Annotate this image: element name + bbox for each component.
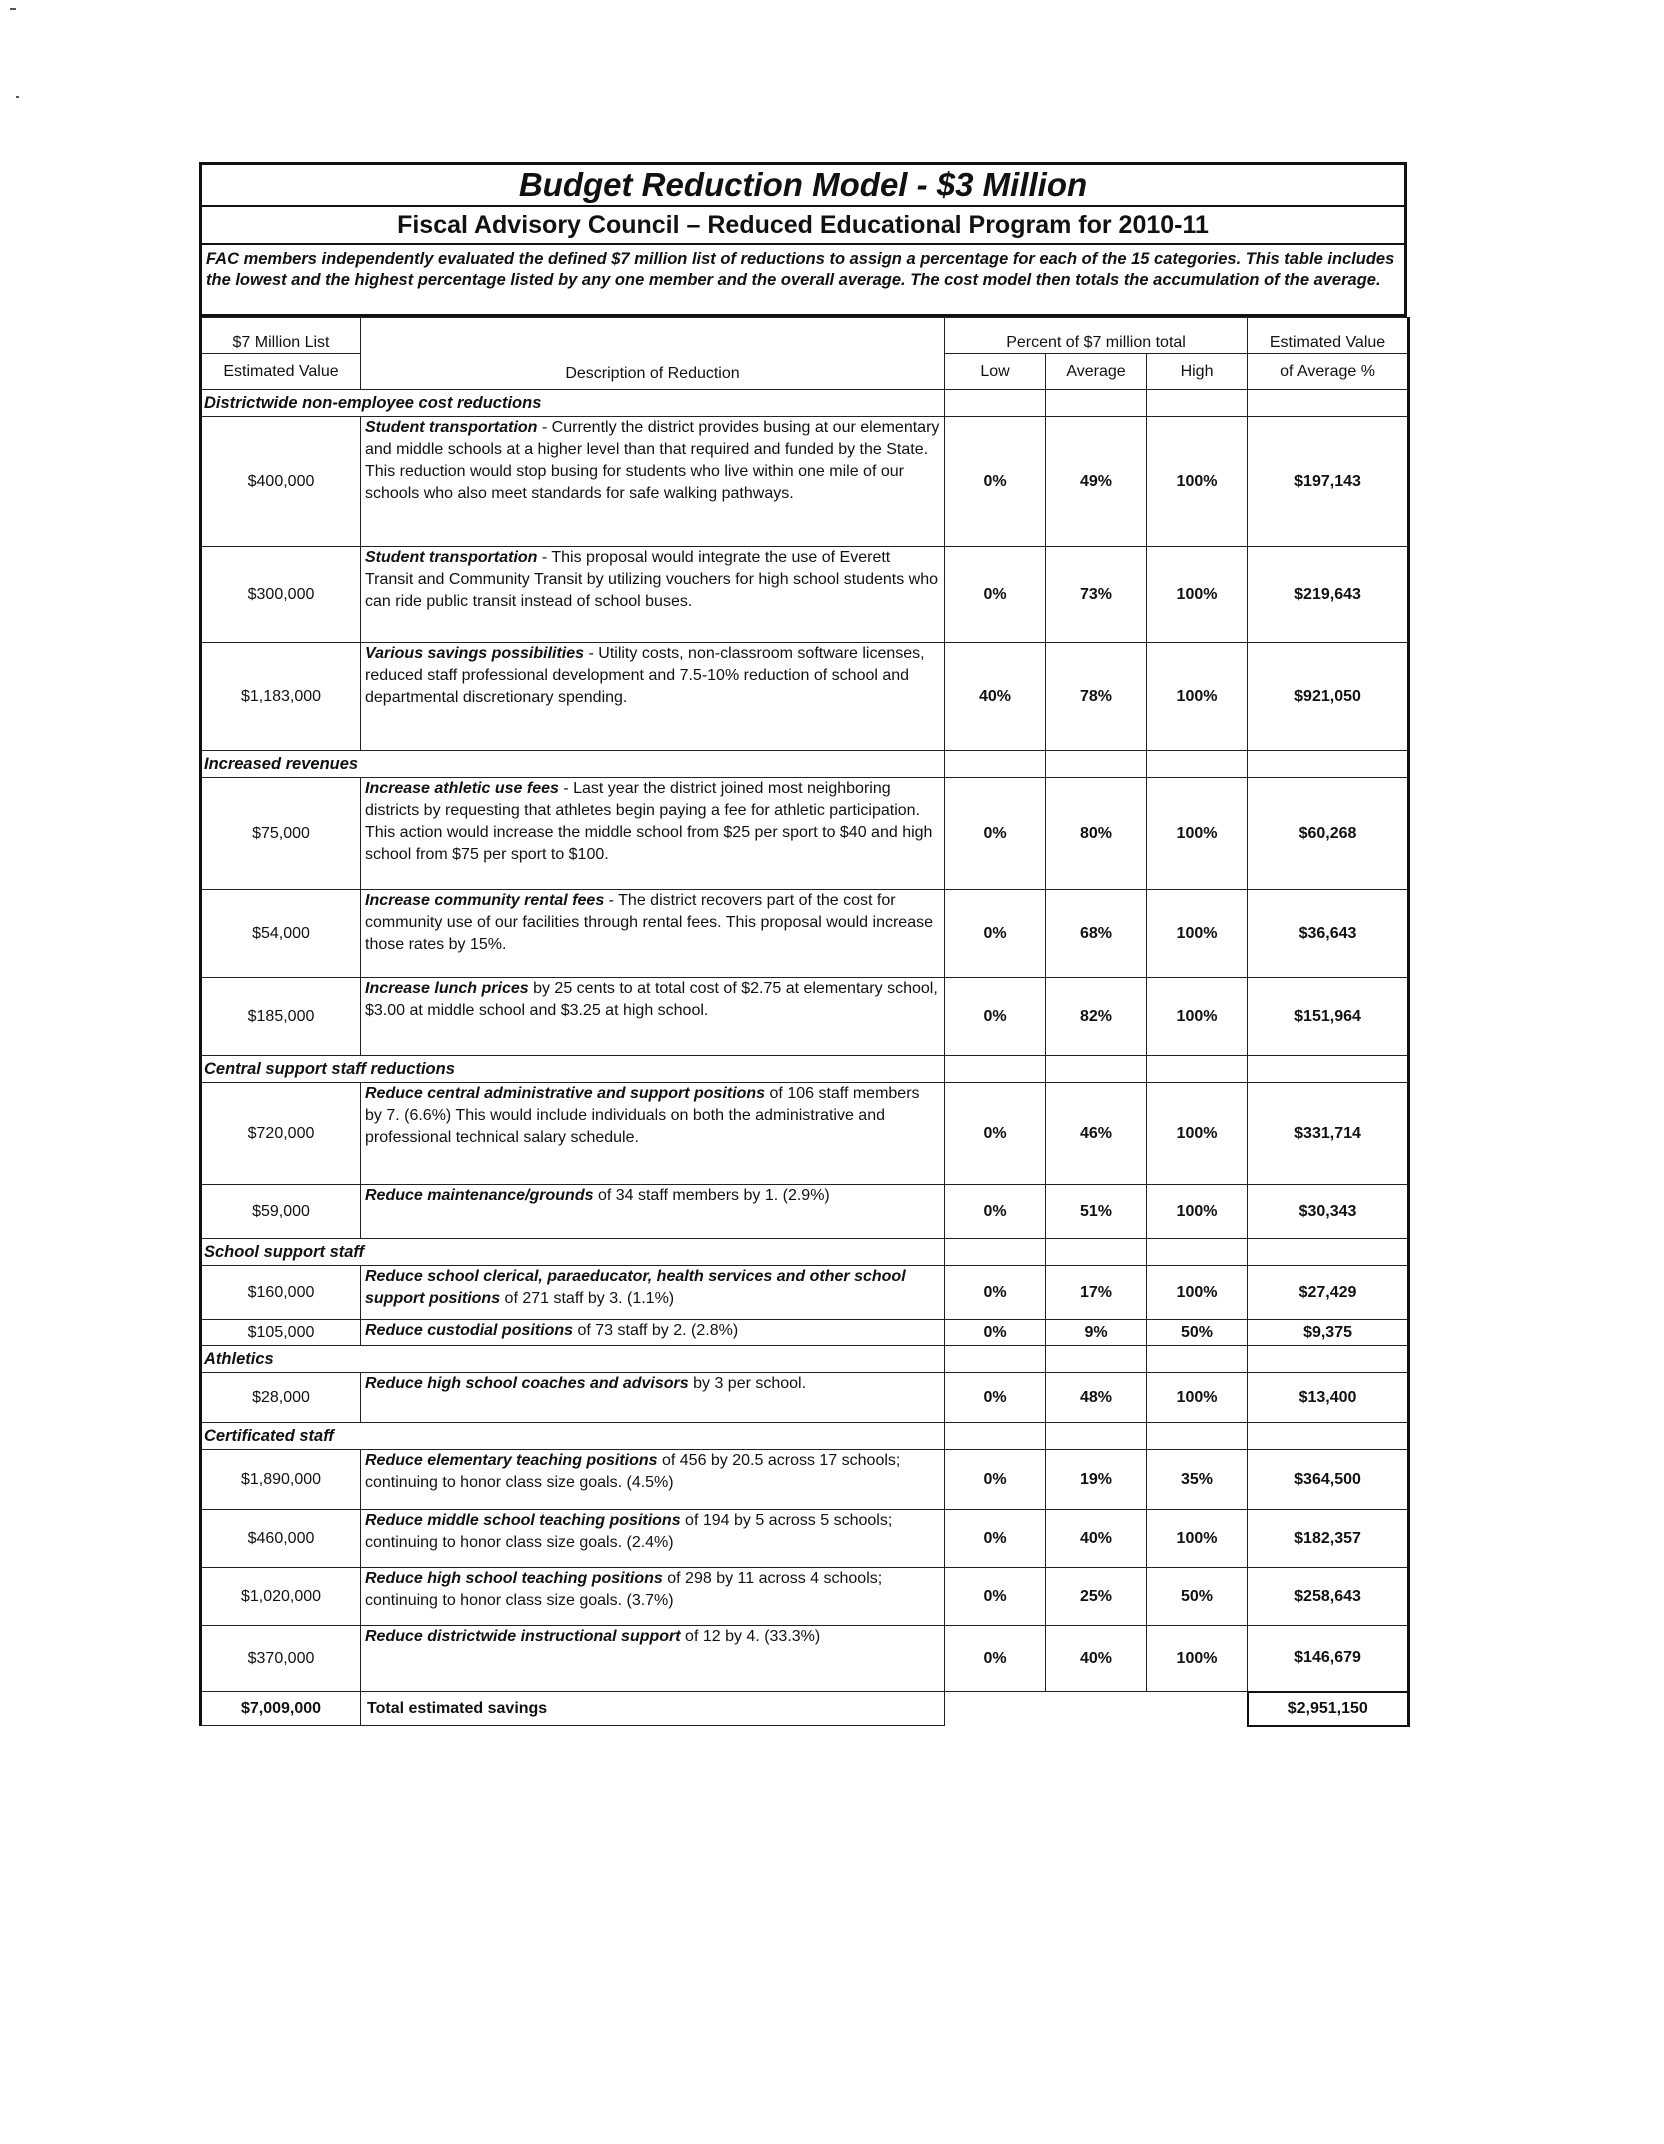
- list-value: $105,000: [201, 1320, 361, 1346]
- description-cell: [361, 1373, 945, 1423]
- header-average: Average: [1046, 354, 1147, 390]
- percent-low: 0%: [945, 1083, 1046, 1185]
- description-cell: [361, 778, 945, 890]
- empty-cell: [1147, 1692, 1248, 1726]
- header-est-1: Estimated Value: [1248, 318, 1409, 354]
- empty-cell: [1147, 1239, 1248, 1266]
- description-cell: [361, 1320, 945, 1346]
- reduction-text: - The district recovers part of the cost for community use of our facilities through rental fees. This proposal would increase those rates by 15%.: [365, 892, 933, 953]
- percent-average: 82%: [1046, 978, 1147, 1056]
- percent-high: 100%: [1147, 1510, 1248, 1568]
- empty-cell: [1248, 1346, 1409, 1373]
- section-title: School support staff: [201, 1239, 945, 1266]
- percent-average: 68%: [1046, 890, 1147, 978]
- empty-cell: [1147, 1423, 1248, 1450]
- reduction-text: of 106 staff members by 7. (6.6%) This would include individuals on both the administrative and professional technical salary schedule.: [365, 1085, 920, 1146]
- empty-cell: [945, 1692, 1046, 1726]
- estimated-value: $151,964: [1248, 978, 1409, 1056]
- estimated-value: $9,375: [1248, 1320, 1409, 1346]
- total-row: [201, 1692, 1409, 1726]
- percent-high: 100%: [1147, 1185, 1248, 1239]
- percent-high: 100%: [1147, 1626, 1248, 1692]
- reduction-text: - This proposal would integrate the use of Everett Transit and Community Transit by utilizing vouchers for high school students who can ride public transit instead of school buses.: [365, 549, 939, 610]
- empty-cell: [1046, 390, 1147, 417]
- total-label: Total estimated savings: [361, 1692, 945, 1726]
- percent-low: 0%: [945, 1185, 1046, 1239]
- description-cell: [361, 1266, 945, 1320]
- table-row: [201, 1568, 1409, 1626]
- reduction-table: [199, 317, 1410, 1727]
- list-value: $400,000: [201, 417, 361, 547]
- list-value: $460,000: [201, 1510, 361, 1568]
- reduction-title: Reduce high school teaching positions: [365, 1570, 663, 1587]
- reduction-title: Reduce districtwide instructional support: [365, 1628, 681, 1645]
- total-estimated-value: $2,951,150: [1248, 1692, 1409, 1726]
- reduction-title: Student transportation: [365, 549, 538, 566]
- percent-high: 100%: [1147, 1373, 1248, 1423]
- percent-high: 50%: [1147, 1320, 1248, 1346]
- section-row: [201, 390, 1409, 417]
- estimated-value: $364,500: [1248, 1450, 1409, 1510]
- total-list-value: $7,009,000: [201, 1692, 361, 1726]
- empty-cell: [1248, 751, 1409, 778]
- percent-average: 48%: [1046, 1373, 1147, 1423]
- description-cell: [361, 417, 945, 547]
- percent-average: 73%: [1046, 547, 1147, 643]
- table-row: [201, 1320, 1409, 1346]
- title-box: [199, 162, 1407, 317]
- description-cell: [361, 1450, 945, 1510]
- description-cell: [361, 1568, 945, 1626]
- reduction-text: by 25 cents to at total cost of $2.75 at elementary school, $3.00 at middle school and $3.25 at high school.: [365, 980, 938, 1019]
- header-low: Low: [945, 354, 1046, 390]
- section-row: [201, 751, 1409, 778]
- percent-average: 49%: [1046, 417, 1147, 547]
- list-value: $1,183,000: [201, 643, 361, 751]
- percent-low: 0%: [945, 1450, 1046, 1510]
- list-value: $54,000: [201, 890, 361, 978]
- reduction-title: Reduce custodial positions: [365, 1322, 574, 1339]
- percent-average: 40%: [1046, 1510, 1147, 1568]
- reduction-text: of 12 by 4. (33.3%): [680, 1628, 821, 1645]
- table-row: [201, 1626, 1409, 1692]
- empty-cell: [1147, 1056, 1248, 1083]
- section-row: [201, 1056, 1409, 1083]
- estimated-value: $13,400: [1248, 1373, 1409, 1423]
- table-row: [201, 1510, 1409, 1568]
- percent-low: 0%: [945, 778, 1046, 890]
- percent-high: 100%: [1147, 417, 1248, 547]
- percent-low: 0%: [945, 890, 1046, 978]
- empty-cell: [1046, 1423, 1147, 1450]
- section-title: Increased revenues: [201, 751, 945, 778]
- section-title: Central support staff reductions: [201, 1056, 945, 1083]
- percent-low: 0%: [945, 547, 1046, 643]
- reduction-title: Reduce elementary teaching positions: [365, 1452, 658, 1469]
- scan-mark: [16, 96, 19, 98]
- list-value: $160,000: [201, 1266, 361, 1320]
- empty-cell: [1248, 1239, 1409, 1266]
- list-value: $75,000: [201, 778, 361, 890]
- reduction-title: Reduce school clerical, paraeducator, health services and other school support positions: [365, 1268, 906, 1307]
- empty-cell: [1046, 1692, 1147, 1726]
- empty-cell: [945, 1423, 1046, 1450]
- header-est-2: of Average %: [1248, 354, 1409, 390]
- empty-cell: [1046, 1239, 1147, 1266]
- reduction-text: of 194 by 5 across 5 schools; continuing to honor class size goals. (2.4%): [365, 1512, 893, 1551]
- reduction-text: - Last year the district joined most neighboring districts by requesting that athletes begin paying a fee for athletic participation. This action would increase the middle school from $25 per sport to $40 and high school from $75 per sport to $100.: [365, 780, 933, 863]
- estimated-value: $331,714: [1248, 1083, 1409, 1185]
- percent-high: 100%: [1147, 643, 1248, 751]
- table-row: [201, 1185, 1409, 1239]
- table-row: [201, 1450, 1409, 1510]
- header-percent-group: Percent of $7 million total: [945, 318, 1248, 354]
- list-value: $1,020,000: [201, 1568, 361, 1626]
- percent-average: 80%: [1046, 778, 1147, 890]
- section-row: [201, 1423, 1409, 1450]
- table-row: [201, 1266, 1409, 1320]
- table-row: [201, 417, 1409, 547]
- empty-cell: [1147, 1346, 1248, 1373]
- empty-cell: [1248, 390, 1409, 417]
- percent-average: 51%: [1046, 1185, 1147, 1239]
- section-row: [201, 1346, 1409, 1373]
- empty-cell: [945, 751, 1046, 778]
- list-value: $59,000: [201, 1185, 361, 1239]
- estimated-value: $36,643: [1248, 890, 1409, 978]
- intro-text: FAC members independently evaluated the defined $7 million list of reductions to assign a percentage for each of the 15 categories. This table includes the lowest and the highest percentage listed by any one member and the overall average. The cost model then totals the accumulation of the average.: [202, 245, 1404, 317]
- percent-high: 100%: [1147, 1266, 1248, 1320]
- estimated-value: $146,679: [1248, 1626, 1409, 1692]
- list-value: $28,000: [201, 1373, 361, 1423]
- percent-low: 0%: [945, 1568, 1046, 1626]
- percent-low: 0%: [945, 1320, 1046, 1346]
- section-title: Athletics: [201, 1346, 945, 1373]
- table-row: [201, 643, 1409, 751]
- percent-high: 100%: [1147, 978, 1248, 1056]
- reduction-text: - Utility costs, non-classroom software licenses, reduced staff professional development and 7.5-10% reduction of school and departmental discretionary spending.: [365, 645, 925, 706]
- percent-average: 46%: [1046, 1083, 1147, 1185]
- empty-cell: [1147, 390, 1248, 417]
- estimated-value: $30,343: [1248, 1185, 1409, 1239]
- list-value: $1,890,000: [201, 1450, 361, 1510]
- reduction-title: Increase community rental fees: [365, 892, 605, 909]
- table-row: [201, 890, 1409, 978]
- table-row: [201, 547, 1409, 643]
- percent-low: 0%: [945, 1266, 1046, 1320]
- reduction-text: - Currently the district provides busing at our elementary and middle schools at a higher level than that required and funded by the State. This reduction would stop busing for students who live within one mile of our schools who also meet standards for safe walking pathways.: [365, 419, 940, 502]
- reduction-title: Student transportation: [365, 419, 538, 436]
- reduction-title: Reduce central administrative and support positions: [365, 1085, 766, 1102]
- header-high: High: [1147, 354, 1248, 390]
- section-title: Certificated staff: [201, 1423, 945, 1450]
- header-list-value-2: Estimated Value: [201, 354, 361, 390]
- percent-low: 0%: [945, 417, 1046, 547]
- percent-high: 100%: [1147, 1083, 1248, 1185]
- percent-average: 78%: [1046, 643, 1147, 751]
- percent-low: 0%: [945, 1373, 1046, 1423]
- scan-mark: [10, 8, 16, 10]
- description-cell: [361, 547, 945, 643]
- reduction-text: of 456 by 20.5 across 17 schools; continuing to honor class size goals. (4.5%): [365, 1452, 901, 1491]
- empty-cell: [1147, 751, 1248, 778]
- percent-average: 17%: [1046, 1266, 1147, 1320]
- estimated-value: $182,357: [1248, 1510, 1409, 1568]
- estimated-value: $197,143: [1248, 417, 1409, 547]
- description-cell: [361, 890, 945, 978]
- reduction-title: Reduce maintenance/grounds: [365, 1187, 594, 1204]
- reduction-text: of 271 staff by 3. (1.1%): [500, 1290, 675, 1307]
- percent-low: 0%: [945, 978, 1046, 1056]
- empty-cell: [945, 390, 1046, 417]
- estimated-value: $60,268: [1248, 778, 1409, 890]
- list-value: $300,000: [201, 547, 361, 643]
- reduction-text: of 34 staff members by 1. (2.9%): [593, 1187, 830, 1204]
- empty-cell: [1046, 751, 1147, 778]
- empty-cell: [945, 1346, 1046, 1373]
- table-row: [201, 1083, 1409, 1185]
- reduction-title: Increase lunch prices: [365, 980, 529, 997]
- header-description: Description of Reduction: [361, 318, 945, 390]
- table-row: [201, 1373, 1409, 1423]
- estimated-value: $27,429: [1248, 1266, 1409, 1320]
- reduction-text: of 298 by 11 across 4 schools; continuing to honor class size goals. (3.7%): [365, 1570, 883, 1609]
- empty-cell: [1248, 1423, 1409, 1450]
- percent-high: 35%: [1147, 1450, 1248, 1510]
- list-value: $370,000: [201, 1626, 361, 1692]
- percent-high: 50%: [1147, 1568, 1248, 1626]
- reduction-title: Reduce high school coaches and advisors: [365, 1375, 689, 1392]
- description-cell: [361, 1626, 945, 1692]
- header-list-value-1: $7 Million List: [201, 318, 361, 354]
- empty-cell: [945, 1239, 1046, 1266]
- estimated-value: $219,643: [1248, 547, 1409, 643]
- empty-cell: [945, 1056, 1046, 1083]
- section-row: [201, 1239, 1409, 1266]
- page-title: Budget Reduction Model - $3 Million: [202, 165, 1404, 207]
- percent-high: 100%: [1147, 778, 1248, 890]
- description-cell: [361, 643, 945, 751]
- estimated-value: $258,643: [1248, 1568, 1409, 1626]
- budget-document: [199, 162, 1407, 1727]
- table-row: [201, 978, 1409, 1056]
- percent-high: 100%: [1147, 890, 1248, 978]
- percent-high: 100%: [1147, 547, 1248, 643]
- reduction-text: by 3 per school.: [688, 1375, 807, 1392]
- empty-cell: [1248, 1056, 1409, 1083]
- reduction-title: Reduce middle school teaching positions: [365, 1512, 681, 1529]
- percent-average: 25%: [1046, 1568, 1147, 1626]
- estimated-value: $921,050: [1248, 643, 1409, 751]
- section-title: Districtwide non-employee cost reductions: [201, 390, 945, 417]
- reduction-title: Various savings possibilities: [365, 645, 585, 662]
- percent-average: 9%: [1046, 1320, 1147, 1346]
- percent-average: 19%: [1046, 1450, 1147, 1510]
- description-cell: [361, 978, 945, 1056]
- page-subtitle: Fiscal Advisory Council – Reduced Educational Program for 2010-11: [202, 207, 1404, 245]
- empty-cell: [1046, 1056, 1147, 1083]
- percent-average: 40%: [1046, 1626, 1147, 1692]
- percent-low: 0%: [945, 1510, 1046, 1568]
- percent-low: 0%: [945, 1626, 1046, 1692]
- list-value: $720,000: [201, 1083, 361, 1185]
- description-cell: [361, 1185, 945, 1239]
- description-cell: [361, 1510, 945, 1568]
- reduction-text: of 73 staff by 2. (2.8%): [573, 1322, 739, 1339]
- description-cell: [361, 1083, 945, 1185]
- reduction-title: Increase athletic use fees: [365, 780, 559, 797]
- percent-low: 40%: [945, 643, 1046, 751]
- table-row: [201, 778, 1409, 890]
- list-value: $185,000: [201, 978, 361, 1056]
- empty-cell: [1046, 1346, 1147, 1373]
- header-row-1: [201, 318, 1409, 354]
